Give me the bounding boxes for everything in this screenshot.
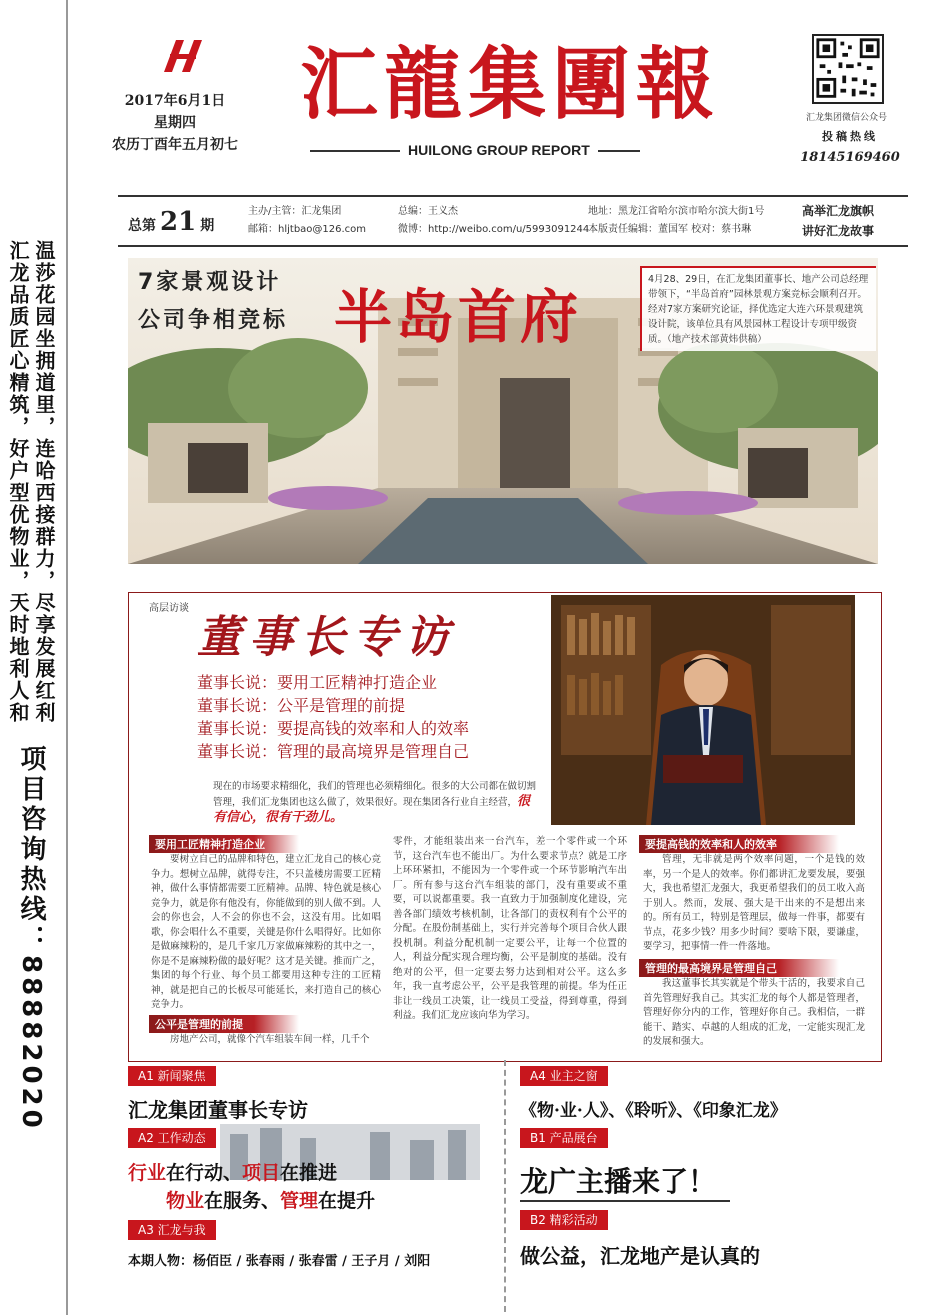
hero-subtitle-line-2: 公司争相竞标 (138, 308, 289, 333)
address: 地址：黑龙江省哈尔滨市哈尔滨大街1号 (588, 206, 765, 217)
section-body-middle: 零件，才能组装出来一台汽车，差一个零件或一个环节，这台汽车也不能出厂。为什么要求节点？就是工序上环环紧扣，不能因为一个零件或一个环节影响汽车出厂。所有参与这台汽车组装的部门，没有重要或不重要，可以说都重要。我一直致力于加强制度化建设，完善各部门绩效考核机制，让各部门的责权利有个公平的分配。在股份制基础上，实行并完善每个项目合伙人跟投机制。利益分配机制一定要公平，让每一个位置的人，利益分配实现合理均衡，公平是制度的基础。没有绝对的公平，但一定要去努力达到相对公平。这么多年，我一直考虑公平，公平是我管理的前提。华为任正非让一线员工决策，让一线员工受益，得到尊重，得到利益。我们汇龙应该向华为学习。 (393, 836, 627, 1021)
issue-suffix: 期 (200, 218, 215, 234)
sidebar-slogan-2: 汇龙品质匠心精筑，好户型优物业，天时地利人和 (6, 240, 30, 724)
section-body-efficiency: 管理，无非就是两个效率问题，一个是钱的效率，另一个是人的效率。你们都讲汇龙要发展，要强大，我也希望汇龙强大，我更希望我们的员工收入高于别人。然而，发展、强大是干出来的不是想出来的。所有员工，特别是管理层，做每一件事，都要有节点，花多少钱？用多少时间？要啥下限，要谦虚，要学习，把事情一件一件落地。 (643, 854, 865, 952)
qr-code-icon[interactable] (812, 34, 884, 104)
weekday: 星期四 (154, 115, 196, 131)
qr-caption: 汇龙集团微信公众号 (806, 113, 888, 123)
a2-word-industry: 行业 (128, 1162, 167, 1184)
contribution-hotline (800, 128, 900, 165)
issue-prefix: 总第 (128, 218, 156, 234)
index-title-b2[interactable]: 做公益，汇龙地产是认真的 (520, 1244, 760, 1268)
section-body-self-management: 我这董事长其实就是个带头干活的，我要求自己首先管理好我自己。其实汇龙的每个人都是管理者，管理好你分内的工作，管理好你自己。我相信，一群能干、踏实、卓越的人组成的汇龙，一定能实现汇龙的发展和强大。 (643, 978, 865, 1047)
issue-number (128, 207, 214, 237)
interview-intro-text: 现在的市场要求精细化，我们的管理也必须精细化。很多的大公司都在做切割管理，我们汇龙集团也这么做了，效果很好。现在集团各行业自主经营， (213, 781, 537, 808)
huilong-logo-icon (160, 38, 212, 74)
date: 2017年6月1日 (124, 93, 226, 109)
index-title-b1[interactable]: 龙广主播来了！ (520, 1160, 730, 1202)
interview-section (128, 592, 882, 1062)
a2-word-property: 物业 (166, 1190, 205, 1212)
editor-in-chief: 总编：王义杰 (398, 206, 458, 217)
email[interactable]: 邮箱：hljtbao@126.com (248, 224, 367, 235)
hero-subtitle-line-1: 7家景观设计 (138, 270, 282, 295)
section-head-craftsman: 要用工匠精神打造企业 (149, 835, 299, 853)
address-info (588, 203, 764, 239)
left-sidebar (0, 0, 68, 1315)
hero-subtitle (138, 264, 288, 340)
section-head-efficiency: 要提高钱的效率和人的效率 (639, 835, 839, 853)
index-title-a1[interactable]: 汇龙集团董事长专访 (128, 1098, 308, 1122)
interview-point: 董事长说：要提高钱的效率和人的效率 (197, 719, 470, 738)
a2-text-4: 在提升 (318, 1190, 376, 1212)
contribution-phone[interactable]: 18145169460 (800, 150, 900, 165)
motto (802, 201, 874, 241)
section-head-self-management: 管理的最高境界是管理自己 (639, 959, 839, 977)
a2-word-management: 管理 (280, 1190, 319, 1212)
sponsor-info (248, 203, 366, 239)
weibo-link[interactable]: 微博：http://weibo.com/u/5993091244 (398, 224, 590, 235)
index-title-a2-line1[interactable] (128, 1158, 337, 1185)
contribution-label: 投稿热线 (822, 130, 878, 143)
index-title-a2-line2[interactable] (166, 1186, 375, 1213)
interview-intro (213, 779, 543, 826)
lunar-date: 农历丁酉年五月初七 (112, 137, 238, 153)
section-body-craftsman: 要树立自己的品牌和特色，建立汇龙自己的核心竞争力。想树立品牌，就得专注，不只盖楼房需要工匠精神，做什么事情都需要工匠精神。品牌、特色就是核心竞争力，就是你有他没有，你能做到的别人做不到。人会的你也会，人不会的你也不会，这没有用。比如唱歌，你会唱什么不重要，关键是你什么唱得好。比如你是做麻辣粉的，是几千家几万家做麻辣粉的其中之一，你是不是麻辣粉做的最好呢？这才是关键。推而广之，集团的每个行业、每个员工都要用这种专注的工匠精神，就是把自己的长板尽可能延长，来打造自己的核心竞争力。 (151, 854, 381, 1010)
hero-section (128, 258, 878, 564)
hero-title: 半岛首府 (334, 283, 583, 351)
interview-tag: 高层访谈 (149, 603, 189, 614)
index-tag-a3[interactable]: A3 汇龙与我 (128, 1220, 216, 1240)
issue-no: 21 (160, 207, 197, 237)
newspaper-title: 汇龍集團報 (300, 39, 721, 130)
a2-text-1: 在行动、 (166, 1162, 243, 1184)
section-head-fairness: 公平是管理的前提 (149, 1015, 299, 1033)
interview-intro-emphasis: 很有信心，很有干劲儿。 (213, 794, 531, 825)
index-tag-a4[interactable]: A4 业主之窗 (520, 1066, 608, 1086)
info-bar (118, 195, 908, 247)
section-body-fairness: 房地产公司，就像个汽车组装车间一样，几千个 (170, 1034, 370, 1045)
interview-point: 董事长说：管理的最高境界是管理自己 (197, 742, 470, 761)
index-tag-a2[interactable]: A2 工作动态 (128, 1128, 216, 1148)
sidebar-slogan-1: 温莎花园坐拥道里，连哈西接群力，尽享发展红利 (32, 240, 56, 724)
motto-line-2: 讲好汇龙故事 (802, 224, 875, 238)
page-editors: 本版责任编辑：董国军 校对：蔡书琳 (588, 224, 752, 235)
chairman-photo (551, 595, 855, 825)
hero-article: 4月28、29日，在汇龙集团董事长、地产公司总经理带领下，“半岛首府”园林景观方案竞标会顺利召开。经对7家方案研究论证，择优选定大连六环景观建筑设计院，该单位具有风景园林工程设计专项甲级资质。（地产技术部黄炜供稿） (640, 266, 876, 351)
index-tag-b2[interactable]: B2 精彩活动 (520, 1210, 608, 1230)
motto-line-1: 高举汇龙旗帜 (802, 204, 875, 218)
interview-title: 董事长专访 (197, 612, 457, 663)
interview-point: 董事长说：公平是管理的前提 (197, 696, 406, 715)
a2-word-project: 项目 (242, 1162, 281, 1184)
interview-points (197, 671, 469, 763)
index-body-a3[interactable]: 本期人物：杨佰臣 / 张春雨 / 张春雷 / 王子月 / 刘阳 (128, 1254, 431, 1269)
date-block (112, 90, 238, 156)
index-title-a4[interactable]: 《物·业·人》、《聆听》、《印象汇龙》 (520, 1101, 787, 1121)
newspaper-title-en: HUILONG GROUP REPORT (400, 142, 598, 158)
a2-text-3: 在服务、 (204, 1190, 281, 1212)
sidebar-hotline: 项目咨询热线：88882020 (16, 745, 46, 1132)
interview-point: 董事长说：要用工匠精神打造企业 (197, 673, 438, 692)
index-tag-a1[interactable]: A1 新闻聚焦 (128, 1066, 216, 1086)
editor-info (398, 203, 589, 239)
index-divider (504, 1060, 506, 1312)
a2-text-2: 在推进 (280, 1162, 338, 1184)
index-tag-b1[interactable]: B1 产品展台 (520, 1128, 608, 1148)
sponsor: 主办/主管：汇龙集团 (248, 206, 342, 217)
